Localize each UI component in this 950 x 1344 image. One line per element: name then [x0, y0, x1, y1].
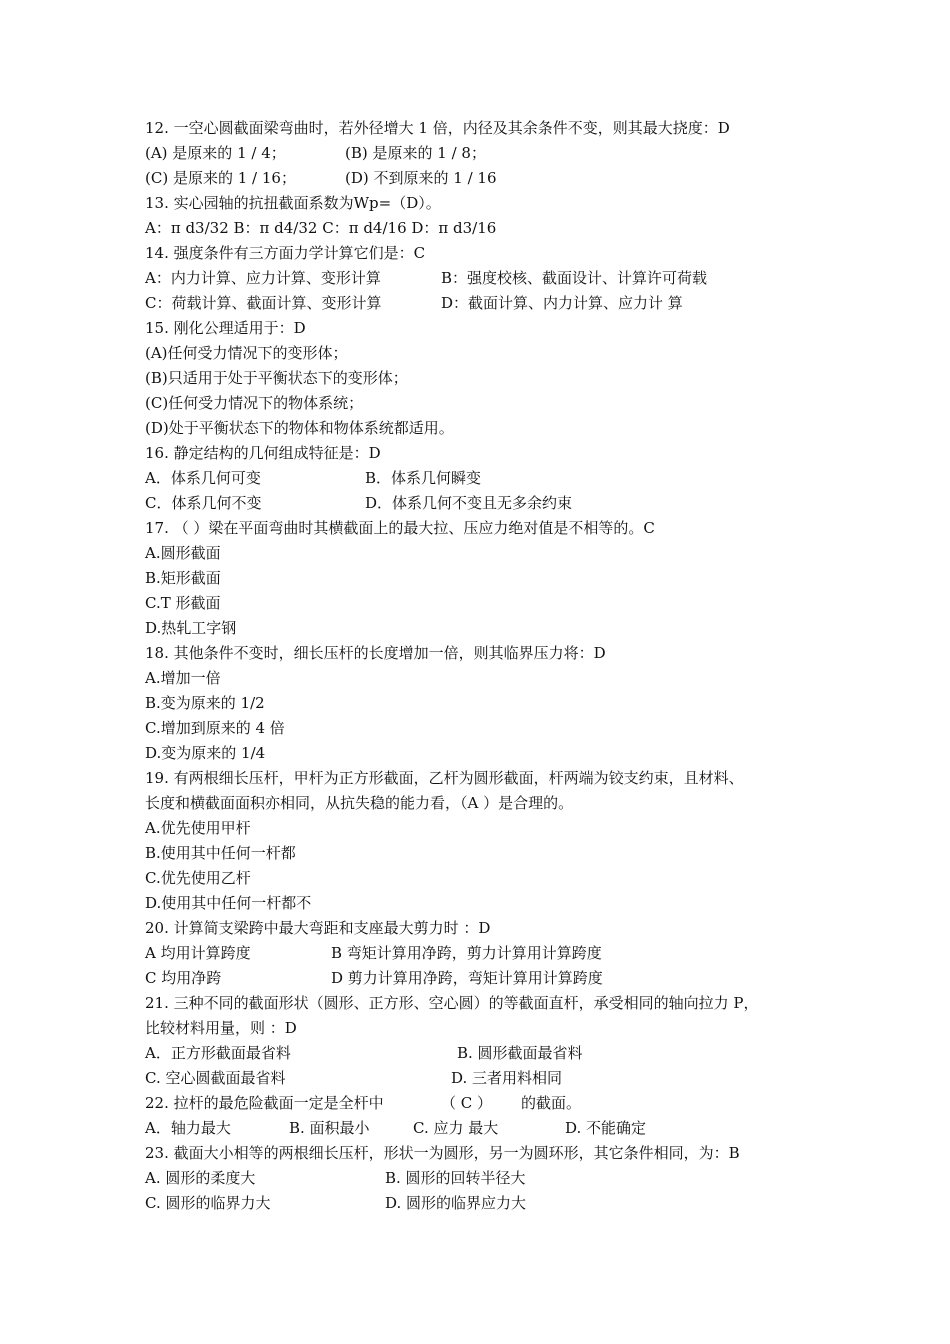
line-segment: A.优先使用甲杆: [145, 819, 251, 837]
line-segment: 比较材料用量，则 ：D: [145, 1019, 297, 1037]
text-line: [145, 691, 825, 716]
text-line: [145, 941, 825, 966]
line-segment: 18. 其他条件不变时，细长压杆的长度增加一倍，则其临界压力将：D: [145, 644, 606, 662]
text-line: [145, 1141, 825, 1166]
text-line: [145, 116, 825, 141]
text-line: [145, 616, 825, 641]
text-line: [145, 316, 825, 341]
line-segment: C. 应力 最大: [413, 1119, 499, 1137]
text-line: [145, 516, 825, 541]
text-line: [145, 1191, 825, 1216]
text-line: [145, 291, 825, 316]
line-segment: 12. 一空心圆截面梁弯曲时，若外径增大 1 倍，内径及其余条件不变，则其最大挠度：D: [145, 119, 730, 137]
line-segment: (C) 是原来的 1 / 16；: [145, 169, 296, 187]
line-segment: 23. 截面大小相等的两根细长压杆，形状一为圆形，另一为圆环形，其它条件相同，为：B: [145, 1144, 740, 1162]
text-line: [145, 541, 825, 566]
text-line: [145, 1091, 825, 1116]
line-segment: 20. 计算简支梁跨中最大弯距和支座最大剪力时 ：D: [145, 919, 491, 937]
line-segment: (A)任何受力情况下的变形体；: [145, 344, 348, 362]
text-line: [145, 766, 825, 791]
line-segment: 21. 三种不同的截面形状（圆形、正方形、空心圆）的等截面直杆，承受相同的轴向拉力 P，: [145, 994, 759, 1012]
line-segment: D．体系几何不变且无多余约束: [365, 494, 573, 512]
line-segment: B.矩形截面: [145, 569, 221, 587]
line-segment: D 剪力计算用净跨，弯矩计算用计算跨度: [331, 969, 603, 987]
line-segment: B 弯矩计算用净跨，剪力计算用计算跨度: [331, 944, 602, 962]
line-segment: 15. 刚化公理适用于：D: [145, 319, 306, 337]
text-line: [145, 1166, 825, 1191]
text-line: [145, 566, 825, 591]
text-line: [145, 191, 825, 216]
text-line: [145, 166, 825, 191]
text-line: [145, 966, 825, 991]
line-segment: D.热轧工字钢: [145, 619, 237, 637]
line-segment: B．体系几何瞬变: [365, 469, 482, 487]
text-line: [145, 816, 825, 841]
line-segment: D.变为原来的 1/4: [145, 744, 266, 762]
line-segment: B.变为原来的 1/2: [145, 694, 265, 712]
text-line: [145, 1041, 825, 1066]
line-segment: D.使用其中任何一杆都不: [145, 894, 312, 912]
text-line: [145, 416, 825, 441]
line-segment: 22. 拉杆的最危险截面一定是全杆中: [145, 1094, 384, 1112]
text-line: [145, 991, 825, 1016]
line-segment: (B) 是原来的 1 / 8；: [345, 144, 486, 162]
line-segment: 19. 有两根细长压杆，甲杆为正方形截面，乙杆为圆形截面，杆两端为铰支约束，且材料、: [145, 769, 744, 787]
line-segment: D. 不能确定: [565, 1119, 647, 1137]
text-line: [145, 241, 825, 266]
line-segment: A：内力计算、应力计算、变形计算: [145, 269, 381, 287]
text-line: [145, 716, 825, 741]
line-segment: C.优先使用乙杆: [145, 869, 251, 887]
line-segment: C. 圆形的临界力大: [145, 1194, 271, 1212]
text-line: [145, 1016, 825, 1041]
line-segment: (D) 不到原来的 1 / 16: [345, 169, 497, 187]
line-segment: B. 面积最小: [289, 1119, 370, 1137]
line-segment: 的截面。: [521, 1094, 582, 1112]
text-line: [145, 1066, 825, 1091]
line-segment: C．体系几何不变: [145, 494, 262, 512]
line-segment: (B)只适用于处于平衡状态下的变形体；: [145, 369, 408, 387]
text-line: [145, 141, 825, 166]
text-line: [145, 666, 825, 691]
line-segment: A 均用计算跨度: [145, 944, 251, 962]
line-segment: D. 圆形的临界应力大: [385, 1194, 527, 1212]
line-segment: C：荷载计算、截面计算、变形计算: [145, 294, 382, 312]
line-segment: A．体系几何可变: [145, 469, 261, 487]
line-segment: 17. （ ）梁在平面弯曲时其横截面上的最大拉、压应力绝对值是不相等的。C: [145, 519, 655, 537]
line-segment: B.使用其中任何一杆都: [145, 844, 296, 862]
text-line: [145, 216, 825, 241]
line-segment: B. 圆形的回转半径大: [385, 1169, 526, 1187]
text-line: [145, 741, 825, 766]
line-segment: (D)处于平衡状态下的物体和物体系统都适用。: [145, 419, 454, 437]
line-segment: 16. 静定结构的几何组成特征是：D: [145, 444, 381, 462]
text-line: [145, 916, 825, 941]
line-segment: A．正方形截面最省料: [145, 1044, 291, 1062]
line-segment: C.T 形截面: [145, 594, 221, 612]
line-segment: A.圆形截面: [145, 544, 221, 562]
text-line: [145, 866, 825, 891]
line-segment: 13. 实心园轴的抗扭截面系数为Wp=（D）。: [145, 194, 441, 212]
line-segment: A：π d3/32 B：π d4/32 C：π d4/16 D：π d3/16: [145, 219, 497, 237]
line-segment: D：截面计算、内力计算、应力计 算: [441, 294, 683, 312]
line-segment: A. 圆形的柔度大: [145, 1169, 256, 1187]
text-line: [145, 341, 825, 366]
text-line: [145, 641, 825, 666]
line-segment: (A) 是原来的 1 / 4；: [145, 144, 286, 162]
line-segment: C. 空心圆截面最省料: [145, 1069, 286, 1087]
text-line: [145, 466, 825, 491]
text-line: [145, 441, 825, 466]
question-list: [145, 116, 825, 1216]
line-segment: C 均用净跨: [145, 969, 222, 987]
line-segment: A.增加一倍: [145, 669, 221, 687]
line-segment: 14. 强度条件有三方面力学计算它们是：C: [145, 244, 426, 262]
line-segment: C.增加到原来的 4 倍: [145, 719, 285, 737]
text-line: [145, 491, 825, 516]
line-segment: D. 三者用料相同: [451, 1069, 563, 1087]
text-line: [145, 791, 825, 816]
text-line: [145, 841, 825, 866]
line-segment: (C)任何受力情况下的物体系统；: [145, 394, 364, 412]
text-line: [145, 1116, 825, 1141]
line-segment: 长度和横截面面积亦相同，从抗失稳的能力看，（A ）是合理的。: [145, 794, 574, 812]
line-segment: B：强度校核、截面设计、计算许可荷载: [441, 269, 708, 287]
line-segment: B. 圆形截面最省料: [457, 1044, 583, 1062]
text-line: [145, 591, 825, 616]
text-line: [145, 391, 825, 416]
line-segment: A．轴力最大: [145, 1119, 231, 1137]
line-segment: （ C ）: [441, 1094, 493, 1112]
text-line: [145, 891, 825, 916]
text-line: [145, 266, 825, 291]
text-line: [145, 366, 825, 391]
